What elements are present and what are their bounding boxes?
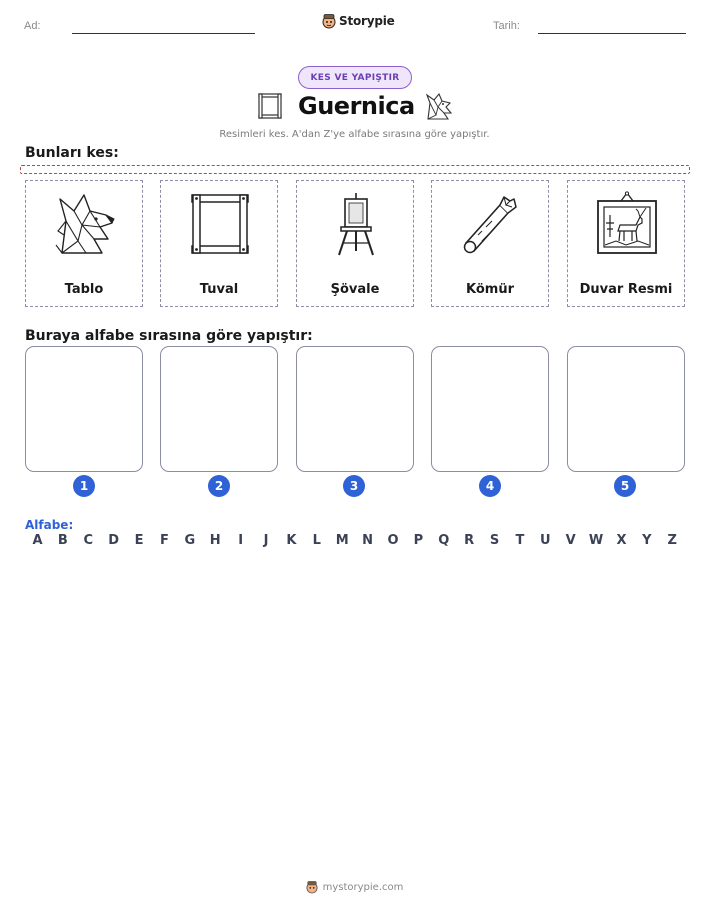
- card-label: Tablo: [64, 282, 104, 297]
- slot-number-2: 2: [208, 475, 230, 497]
- cut-line: [20, 165, 690, 174]
- footer-url[interactable]: mystorypie.com: [322, 881, 404, 893]
- easel-icon: [325, 191, 387, 257]
- alphabet-letter: R: [464, 533, 475, 548]
- card-label: Kömür: [466, 282, 514, 297]
- slot-number-4: 4: [479, 475, 501, 497]
- alphabet-letter: N: [362, 533, 374, 548]
- alphabet-letter: E: [134, 533, 144, 548]
- paste-slot-2[interactable]: [160, 346, 278, 472]
- cut-card-komur[interactable]: [431, 180, 549, 307]
- cut-card-duvar-resmi[interactable]: [567, 180, 685, 307]
- alphabet-letter: M: [335, 533, 349, 548]
- name-line[interactable]: [72, 33, 255, 34]
- alphabet-letter: J: [263, 533, 269, 548]
- wolf-icon: [54, 191, 116, 257]
- cut-card-sovale[interactable]: [296, 180, 414, 307]
- alphabet-letter: G: [184, 533, 196, 548]
- card-label: Tuval: [199, 282, 239, 297]
- canvas-frame-icon: [189, 191, 251, 257]
- card-label: Duvar Resmi: [579, 282, 673, 297]
- deer-painting-icon: [596, 191, 658, 257]
- alphabet-row: [25, 533, 685, 548]
- slot-number-5: 5: [614, 475, 636, 497]
- alphabet-letter: C: [83, 533, 94, 548]
- footer: [0, 880, 709, 894]
- alphabet-letter: D: [108, 533, 120, 548]
- alphabet-letter: L: [312, 533, 321, 548]
- paste-slot-5[interactable]: [567, 346, 685, 472]
- paste-slot-1[interactable]: [25, 346, 143, 472]
- date-line[interactable]: [538, 33, 686, 34]
- wolf-icon: [424, 91, 454, 121]
- alphabet-letter: H: [209, 533, 221, 548]
- storypie-mascot-icon: [306, 880, 318, 894]
- cut-section-label: Bunları kes:: [25, 145, 119, 161]
- alphabet-letter: W: [588, 533, 604, 548]
- cut-card-tablo[interactable]: [25, 180, 143, 307]
- alphabet-letter: X: [616, 533, 627, 548]
- brand-logo: [322, 13, 395, 29]
- card-label: Şövale: [330, 282, 380, 297]
- name-label: Ad:: [24, 20, 41, 32]
- alphabet-label: Alfabe:: [25, 518, 74, 532]
- paste-slot-3[interactable]: [296, 346, 414, 472]
- page-title: Guernica: [298, 92, 415, 120]
- date-label: Tarih:: [493, 20, 520, 32]
- canvas-frame-icon: [256, 91, 284, 121]
- alphabet-letter: T: [515, 533, 525, 548]
- alphabet-letter: P: [413, 533, 424, 548]
- slot-number-1: 1: [73, 475, 95, 497]
- instructions: Resimleri kes. A'dan Z'ye alfabe sırasına göre yapıştır.: [219, 129, 490, 140]
- alphabet-letter: B: [57, 533, 68, 548]
- activity-badge: KES VE YAPIŞTIR: [298, 66, 412, 89]
- alphabet-letter: Q: [438, 533, 450, 548]
- brand-name: Storypie: [339, 14, 395, 28]
- paste-section-label: Buraya alfabe sırasına göre yapıştır:: [25, 328, 313, 344]
- slot-number-3: 3: [343, 475, 365, 497]
- alphabet-letter: V: [565, 533, 576, 548]
- alphabet-letter: I: [238, 533, 244, 548]
- alphabet-letter: Y: [642, 533, 652, 548]
- alphabet-letter: Z: [667, 533, 677, 548]
- storypie-mascot-icon: [322, 13, 336, 29]
- cut-card-tuval[interactable]: [160, 180, 278, 307]
- alphabet-letter: K: [286, 533, 297, 548]
- alphabet-letter: S: [489, 533, 500, 548]
- alphabet-letter: F: [160, 533, 169, 548]
- alphabet-letter: O: [387, 533, 399, 548]
- alphabet-letter: U: [540, 533, 551, 548]
- alphabet-letter: A: [32, 533, 43, 548]
- charcoal-icon: [460, 191, 522, 257]
- paste-slot-4[interactable]: [431, 346, 549, 472]
